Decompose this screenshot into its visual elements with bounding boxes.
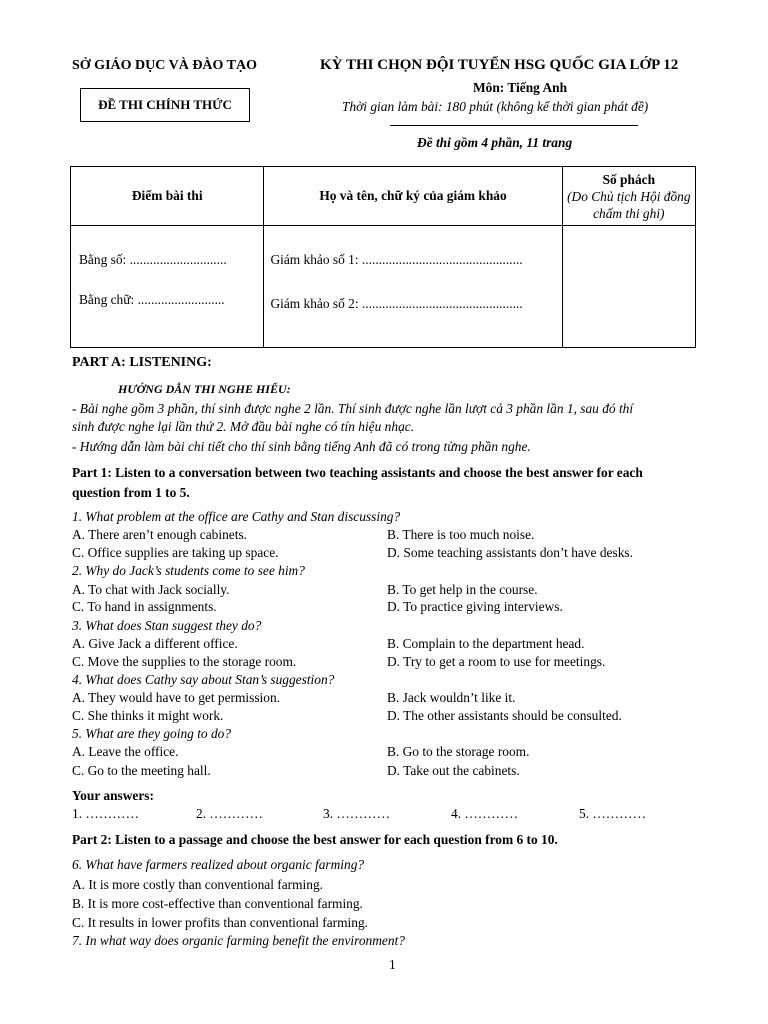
your-answers-label: Your answers: [72, 788, 154, 803]
answer-slot-1[interactable]: 1. ………… [72, 806, 139, 821]
q5-option-d: D. Take out the cabinets. [387, 763, 520, 778]
score-entry-cell [71, 226, 264, 348]
q2-option-a: A. To chat with Jack socially. [72, 582, 230, 597]
q6-option-a: A. It is more costly than conventional farming. [72, 877, 324, 892]
q1-option-b: B. There is too much noise. [387, 527, 535, 542]
candidate-code-cell[interactable] [562, 226, 695, 348]
q4-option-a: A. They would have to get permission. [72, 690, 281, 705]
pages-note: Đề thi gồm 4 phần, 11 trang [417, 135, 573, 150]
question-1: 1. What problem at the office are Cathy and Stan discussing? [72, 509, 401, 524]
q5-option-b: B. Go to the storage room. [387, 744, 530, 759]
department-name: SỞ GIÁO DỤC VÀ ĐÀO TẠO [72, 58, 258, 73]
score-header-cell [71, 167, 264, 226]
instruction-1-line-1: - Bài nghe gồm 3 phần, thí sinh được nghe 2 lần. Thí sinh được nghe lần lượt cả 3 phần lần 1, sau đó thí [72, 401, 634, 416]
listening-instructions-title: HƯỚNG DẪN THI NGHE HIỂU: [118, 382, 291, 396]
question-6: 6. What have farmers realized about organic farming? [72, 857, 365, 872]
official-exam-box [80, 88, 250, 122]
score-header: Điểm bài thi [131, 188, 203, 203]
answer-slot-4[interactable]: 4. ………… [451, 806, 518, 821]
q3-option-c: C. Move the supplies to the storage room. [72, 654, 297, 669]
q2-option-c: C. To hand in assignments. [72, 599, 217, 614]
candidate-code-note: (Do Chủ tịch Hội đồng chấm thi ghi) [567, 188, 691, 221]
question-5: 5. What are they going to do? [72, 726, 232, 741]
q2-option-b: B. To get help in the course. [387, 582, 538, 597]
q5-option-a: A. Leave the office. [72, 744, 179, 759]
examiner-header: Họ và tên, chữ ký của giám khảo [319, 188, 507, 203]
q6-option-b: B. It is more cost-effective than conventional farming. [72, 896, 363, 911]
examiner1-field[interactable]: Giám khảo số 1: ................................................ [270, 252, 523, 267]
q3-option-d: D. Try to get a room to use for meetings. [387, 654, 606, 669]
instruction-2: - Hướng dẫn làm bài chi tiết cho thí sinh bằng tiếng Anh đã có trong từng phần nghe. [72, 439, 531, 454]
header-divider [390, 125, 638, 126]
examiner-entry-cell [264, 226, 562, 348]
q4-option-b: B. Jack wouldn’t like it. [387, 690, 516, 705]
score-words-field[interactable]: Bằng chữ: .......................... [79, 292, 225, 307]
q5-option-c: C. Go to the meeting hall. [72, 763, 211, 778]
q2-option-d: D. To practice giving interviews. [387, 599, 563, 614]
candidate-code-title: Số phách [602, 171, 656, 187]
official-exam-label: ĐỀ THI CHÍNH THỨC [98, 97, 232, 112]
q3-option-b: B. Complain to the department head. [387, 636, 585, 651]
part2-title: Part 2: Listen to a passage and choose the best answer for each question from 6 to 10. [72, 832, 558, 847]
instruction-1-line-2: sinh được nghe lại lần thứ 2. Mở đầu bài nghe có tín hiệu nhạc. [72, 419, 415, 434]
answer-slot-3[interactable]: 3. ………… [323, 806, 390, 821]
subject: Môn: Tiếng Anh [473, 80, 568, 95]
part-a-title: PART A: LISTENING: [72, 355, 212, 370]
score-table [70, 166, 696, 348]
score-number-field[interactable]: Bằng số: ............................. [79, 252, 227, 267]
question-2: 2. Why do Jack’s students come to see him? [72, 563, 305, 578]
exam-time: Thời gian làm bài: 180 phút (không kể thời gian phát đề) [342, 99, 649, 114]
q4-option-c: C. She thinks it might work. [72, 708, 224, 723]
page-number: 1 [389, 957, 396, 972]
exam-title: KỲ THI CHỌN ĐỘI TUYỂN HSG QUỐC GIA LỚP 12 [320, 57, 679, 73]
examiner-header-cell [264, 167, 562, 226]
question-3: 3. What does Stan suggest they do? [72, 618, 262, 633]
candidate-code-header-cell [562, 167, 695, 226]
q4-option-d: D. The other assistants should be consulted. [387, 708, 622, 723]
part1-title-line1: Part 1: Listen to a conversation between two teaching assistants and choose the best answer for each [72, 465, 643, 480]
q1-option-c: C. Office supplies are taking up space. [72, 545, 279, 560]
part1-title-line2: question from 1 to 5. [72, 485, 190, 500]
q1-option-a: A. There aren’t enough cabinets. [72, 527, 248, 542]
answer-slot-5[interactable]: 5. ………… [579, 806, 646, 821]
answer-slot-2[interactable]: 2. ………… [196, 806, 263, 821]
q3-option-a: A. Give Jack a different office. [72, 636, 238, 651]
q6-option-c: C. It results in lower profits than conventional farming. [72, 915, 369, 930]
question-4: 4. What does Cathy say about Stan’s suggestion? [72, 672, 335, 687]
q1-option-d: D. Some teaching assistants don’t have desks. [387, 545, 633, 560]
examiner2-field[interactable]: Giám khảo số 2: ................................................ [270, 296, 523, 311]
question-7: 7. In what way does organic farming benefit the environment? [72, 933, 405, 948]
